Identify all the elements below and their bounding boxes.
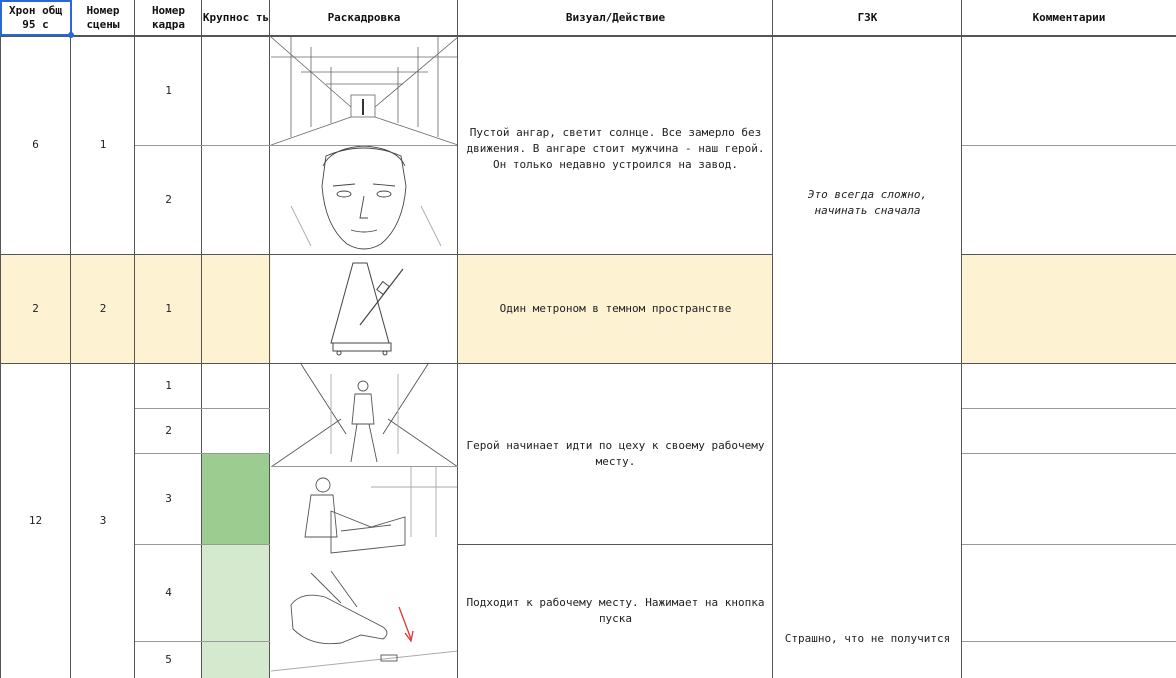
grid-line bbox=[962, 254, 1176, 255]
grid-line bbox=[135, 544, 270, 545]
scene-number-1[interactable]: 1 bbox=[99, 138, 107, 151]
shot-size-cell-frame-4[interactable] bbox=[202, 544, 270, 641]
visual-scene-2[interactable]: Один метроном в темном пространстве bbox=[499, 301, 732, 315]
frame-number-3-3[interactable]: 3 bbox=[165, 491, 172, 505]
chron-scene-3[interactable]: 12 bbox=[28, 513, 43, 527]
grid-line bbox=[962, 641, 1176, 642]
grid-line bbox=[135, 408, 270, 409]
scene-2-comment-bg bbox=[962, 254, 1176, 363]
grid-line bbox=[0, 363, 1176, 364]
grid-line bbox=[0, 254, 773, 255]
visual-scene-3b[interactable]: Подходит к рабочему месту. Нажимает на кнопка пуска bbox=[466, 596, 765, 625]
frame-number-3-4[interactable]: 4 bbox=[165, 585, 172, 599]
header-visual-action[interactable]: Визуал/Действие bbox=[458, 0, 773, 36]
visual-scene-1[interactable]: Пустой ангар, светит солнце. Все замерло без движения. В ангаре стоит мужчина - наш герой. Он только недавно устроился на завод. bbox=[466, 126, 765, 171]
grid-line bbox=[962, 453, 1176, 454]
grid-line bbox=[962, 408, 1176, 409]
hangar-interior-sketch bbox=[271, 37, 458, 145]
grid-line bbox=[962, 145, 1176, 146]
grid-line bbox=[0, 0, 1, 678]
header-shot-size[interactable]: Крупнос ть bbox=[202, 0, 270, 36]
hero-face-closeup-sketch bbox=[271, 146, 458, 254]
scene-number-3[interactable]: 3 bbox=[99, 513, 107, 527]
chron-scene-2[interactable]: 2 bbox=[32, 301, 39, 315]
frame-number-3-1[interactable]: 1 bbox=[165, 378, 172, 392]
frame-number-3-5[interactable]: 5 bbox=[165, 652, 172, 666]
grid-line bbox=[458, 544, 773, 545]
hero-at-console-sketch bbox=[271, 467, 458, 563]
header-comments[interactable]: Комментарии bbox=[962, 0, 1176, 36]
hand-pressing-button-sketch bbox=[271, 563, 458, 678]
grid-line bbox=[271, 466, 458, 467]
header-storyboard[interactable]: Раскадровка bbox=[270, 0, 458, 36]
gzk-cell-2[interactable]: Страшно, что не получится bbox=[784, 632, 951, 645]
header-gzk[interactable]: ГЗК bbox=[773, 0, 962, 36]
grid-line bbox=[772, 0, 773, 678]
chron-scene-1[interactable]: 6 bbox=[32, 138, 39, 151]
header-scene-number[interactable]: Номер сцены bbox=[71, 0, 135, 36]
frame-number-1-1[interactable]: 1 bbox=[165, 83, 172, 97]
grid-line bbox=[135, 145, 457, 146]
hero-walking-away-sketch bbox=[271, 364, 458, 467]
grid-line bbox=[962, 544, 1176, 545]
fill-handle[interactable] bbox=[68, 32, 74, 38]
grid-line bbox=[269, 0, 270, 678]
selected-cell-outline bbox=[0, 0, 72, 36]
frame-number-1-2[interactable]: 2 bbox=[165, 192, 172, 206]
grid-line bbox=[201, 0, 202, 678]
shot-size-cell-frame-3[interactable] bbox=[202, 453, 270, 544]
shot-size-cell-frame-5[interactable] bbox=[202, 641, 270, 678]
header-frame-number[interactable]: Номер кадра bbox=[135, 0, 202, 36]
grid-line bbox=[457, 0, 458, 678]
header-chron[interactable]: Хрон общ 95 с bbox=[0, 0, 71, 36]
metronome-sketch bbox=[271, 255, 458, 363]
visual-scene-3a[interactable]: Герой начинает идти по цеху к своему рабочему месту. bbox=[466, 438, 765, 468]
gzk-cell-1[interactable]: Это всегда сложно, начинать сначала bbox=[807, 188, 928, 217]
grid-line bbox=[135, 641, 270, 642]
grid-line bbox=[135, 453, 270, 454]
grid-line bbox=[70, 0, 71, 678]
frame-number-3-2[interactable]: 2 bbox=[165, 423, 172, 437]
grid-line bbox=[0, 36, 1176, 37]
grid-line bbox=[134, 0, 135, 678]
scene-number-2[interactable]: 2 bbox=[99, 301, 107, 315]
frame-number-2-1[interactable]: 1 bbox=[165, 301, 172, 315]
grid-line bbox=[961, 0, 962, 678]
